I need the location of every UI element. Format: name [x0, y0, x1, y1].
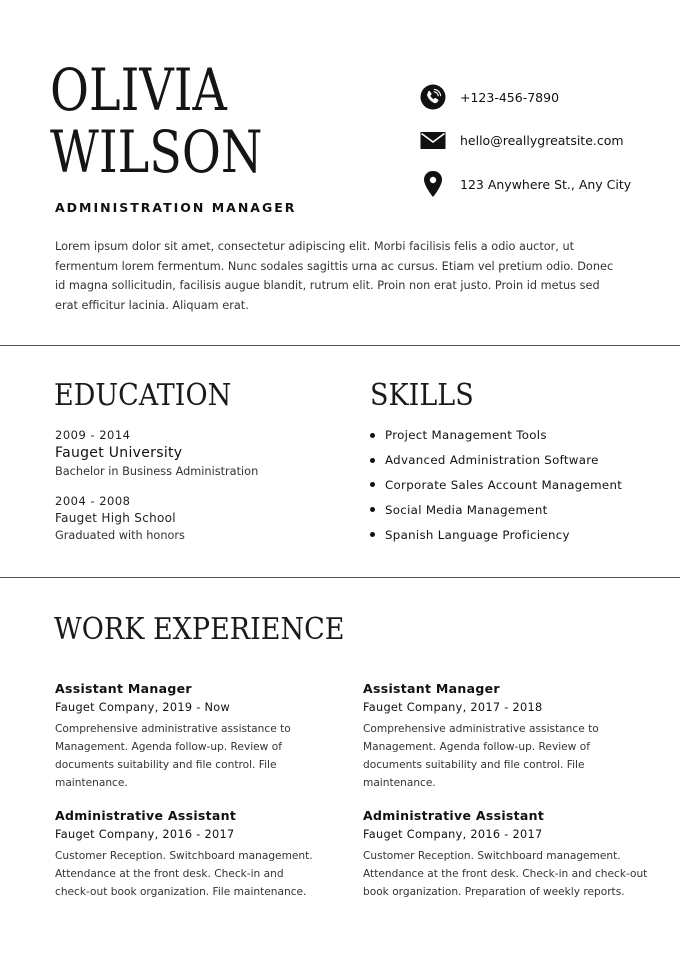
job-entry — [55, 681, 345, 792]
job-description: Comprehensive administrative assistance to Management. Agenda follow-up. Review of documents suitability and file control. File maintenance. — [55, 723, 291, 789]
bullet — [370, 507, 375, 512]
job-title: Assistant Manager — [55, 681, 192, 696]
education-entry — [55, 428, 345, 478]
job-title: Assistant Manager — [363, 681, 500, 696]
section-divider — [0, 577, 680, 578]
street-address: 123 Anywhere St., Any City — [460, 176, 632, 192]
job-company: Fauget Company, 2016 - 2017 — [363, 828, 543, 841]
education-detail: Graduated with honors — [55, 529, 185, 542]
education-years: 2009 - 2014 — [55, 428, 131, 442]
job-description: Comprehensive administrative assistance to Management. Agenda follow-up. Review of documents suitability and file control. File maintenance. — [363, 723, 599, 789]
skills-list — [368, 423, 622, 547]
bullet — [370, 433, 375, 438]
skill-item — [368, 473, 622, 498]
phone-number[interactable]: +123-456-7890 — [460, 89, 560, 105]
bullet — [370, 458, 375, 463]
last-name: WILSON — [50, 118, 263, 186]
phone-icon — [420, 84, 446, 110]
job-entry — [363, 681, 653, 792]
profile-summary: Lorem ipsum dolor sit amet, consectetur adipiscing elit. Morbi facilisis felis a odio auctor, ut fermentum lorem fermentum. Nunc sodales sagittis urna ac cursus. Etiam vel pretium odio. Donec id magna sollicitudin, facilisis augue blandit, rutrum elit. Proin non erat justo. Proin id metus sed erat efficitur lacinia. Aliquam erat. — [55, 240, 614, 312]
job-role: ADMINISTRATION MANAGER — [55, 200, 297, 215]
education-school: Fauget University — [55, 445, 183, 461]
education-heading: EDUCATION — [54, 378, 232, 413]
job-company: Fauget Company, 2017 - 2018 — [363, 701, 543, 714]
skill-item — [368, 423, 622, 448]
education-years: 2004 - 2008 — [55, 494, 131, 508]
contact-phone — [420, 84, 559, 110]
skill-label: Project Management Tools — [385, 428, 547, 443]
job-title: Administrative Assistant — [363, 808, 545, 823]
skill-item — [368, 497, 622, 522]
skill-item — [368, 448, 622, 473]
skill-label: Advanced Administration Software — [385, 453, 599, 468]
skill-label: Corporate Sales Account Management — [385, 477, 623, 492]
job-company: Fauget Company, 2016 - 2017 — [55, 828, 235, 841]
job-entry — [363, 808, 653, 901]
envelope-icon — [420, 127, 446, 153]
skill-label: Spanish Language Proficiency — [385, 527, 570, 542]
job-title: Administrative Assistant — [55, 808, 237, 823]
job-entry — [55, 808, 345, 901]
skill-item — [368, 522, 622, 547]
email-address[interactable]: hello@reallygreatsite.com — [460, 132, 624, 148]
contact-address — [420, 171, 631, 197]
education-entry — [55, 494, 345, 542]
job-company: Fauget Company, 2019 - Now — [55, 701, 231, 714]
job-description: Customer Reception. Switchboard management. Attendance at the front desk. Check-in and check-out book organization. Preparation of weekly reports. — [363, 850, 648, 898]
bullet — [370, 482, 375, 487]
section-divider — [0, 345, 680, 346]
job-description: Customer Reception. Switchboard management. Attendance at the front desk. Check-in and check-out book organization. File maintenance. — [55, 850, 313, 898]
education-school: Fauget High School — [55, 511, 176, 525]
skill-label: Social Media Management — [385, 502, 548, 517]
first-name: OLIVIA — [50, 56, 227, 124]
location-pin-icon — [420, 171, 446, 197]
skills-heading: SKILLS — [370, 378, 474, 413]
work-experience-heading: WORK EXPERIENCE — [54, 612, 345, 647]
contact-email — [420, 127, 624, 153]
education-detail: Bachelor in Business Administration — [55, 465, 259, 478]
bullet — [370, 532, 375, 537]
